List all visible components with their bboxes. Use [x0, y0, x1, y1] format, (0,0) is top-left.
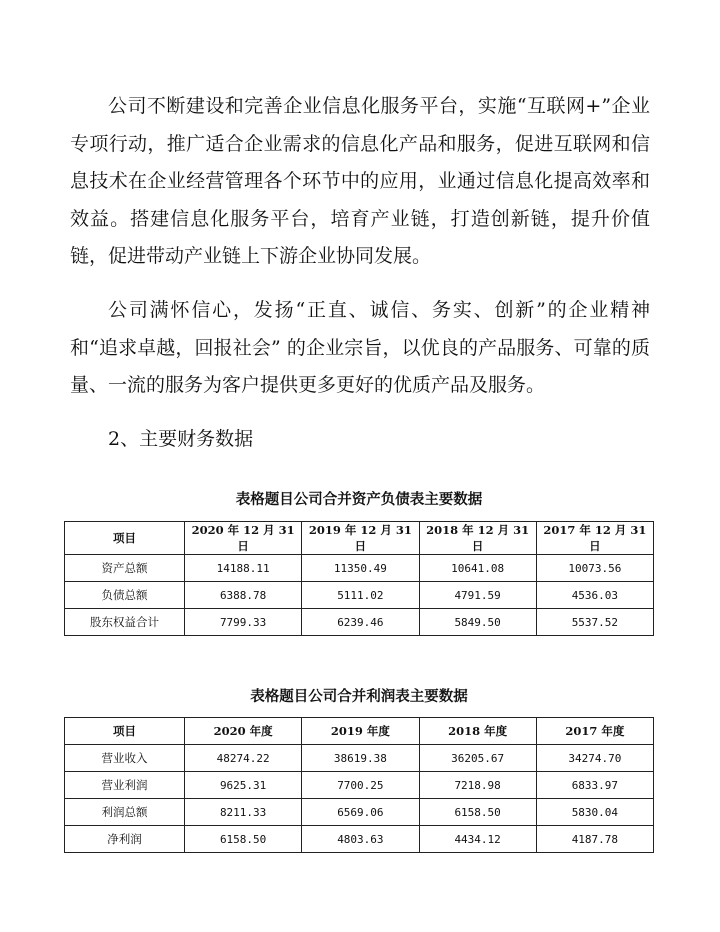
table-cell: 34274.70	[536, 745, 653, 772]
table-cell: 6388.78	[185, 582, 302, 609]
balance-sheet-table	[64, 521, 654, 636]
column-header: 项目	[65, 718, 185, 745]
table-cell: 6239.46	[302, 609, 419, 636]
column-header: 2018 年 12 月 31 日	[419, 522, 536, 555]
table-cell: 5537.52	[536, 609, 653, 636]
table-cell: 5111.02	[302, 582, 419, 609]
row-label: 营业利润	[65, 772, 185, 799]
row-label: 净利润	[65, 826, 185, 853]
column-header: 2020 年度	[185, 718, 302, 745]
table-cell: 8211.33	[185, 799, 302, 826]
table-header-row	[65, 522, 654, 555]
table-cell: 5849.50	[419, 609, 536, 636]
table-row	[65, 799, 654, 826]
column-header: 2017 年度	[536, 718, 653, 745]
table-cell: 4434.12	[419, 826, 536, 853]
table-cell: 4536.03	[536, 582, 653, 609]
income-statement-caption: 表格题目公司合并利润表主要数据	[250, 688, 468, 705]
balance-sheet-caption: 表格题目公司合并资产负债表主要数据	[235, 491, 483, 508]
row-label: 利润总额	[65, 799, 185, 826]
table-cell: 10073.56	[536, 555, 653, 582]
table-row	[65, 772, 654, 799]
income-statement-table	[64, 717, 654, 853]
table-cell: 4187.78	[536, 826, 653, 853]
table-row	[65, 826, 654, 853]
column-header: 2020 年 12 月 31 日	[185, 522, 302, 555]
table-header-row	[65, 718, 654, 745]
paragraph-company-spirit: 公司满怀信心，发扬“正直、诚信、务实、创新”的企业精神和“追求卓越，回报社会” 的企业宗旨，以优良的产品服务、可靠的质量、一流的服务为客户提供更多更好的优质产品及服务。	[70, 299, 650, 396]
row-label: 资产总额	[65, 555, 185, 582]
row-label: 股东权益合计	[65, 609, 185, 636]
table-row	[65, 555, 654, 582]
table-cell: 36205.67	[419, 745, 536, 772]
table-cell: 7218.98	[419, 772, 536, 799]
table-cell: 4803.63	[302, 826, 419, 853]
table-cell: 5830.04	[536, 799, 653, 826]
table-cell: 7700.25	[302, 772, 419, 799]
table-row	[65, 609, 654, 636]
table-cell: 11350.49	[302, 555, 419, 582]
paragraph-company-informatization: 公司不断建设和完善企业信息化服务平台，实施“互联网+”企业专项行动，推广适合企业需求的信息化产品和服务，促进互联网和信息技术在企业经营管理各个环节中的应用，业通过信息化提高效率和效益。搭建信息化服务平台，培育产业链，打造创新链，提升价值链，促进带动产业链上下游企业协同发展。	[70, 95, 650, 267]
row-label: 营业收入	[65, 745, 185, 772]
table-cell: 14188.11	[185, 555, 302, 582]
table-cell: 4791.59	[419, 582, 536, 609]
table-cell: 9625.31	[185, 772, 302, 799]
table-cell: 10641.08	[419, 555, 536, 582]
column-header: 项目	[65, 522, 185, 555]
table-cell: 6158.50	[185, 826, 302, 853]
table-cell: 6158.50	[419, 799, 536, 826]
table-cell: 6833.97	[536, 772, 653, 799]
table-cell: 7799.33	[185, 609, 302, 636]
table-row	[65, 745, 654, 772]
table-row	[65, 582, 654, 609]
table-cell: 48274.22	[185, 745, 302, 772]
column-header: 2019 年 12 月 31 日	[302, 522, 419, 555]
table-cell: 38619.38	[302, 745, 419, 772]
column-header: 2017 年 12 月 31 日	[536, 522, 653, 555]
table-cell: 6569.06	[302, 799, 419, 826]
column-header: 2018 年度	[419, 718, 536, 745]
section-heading: 2、主要财务数据	[108, 428, 254, 450]
row-label: 负债总额	[65, 582, 185, 609]
column-header: 2019 年度	[302, 718, 419, 745]
